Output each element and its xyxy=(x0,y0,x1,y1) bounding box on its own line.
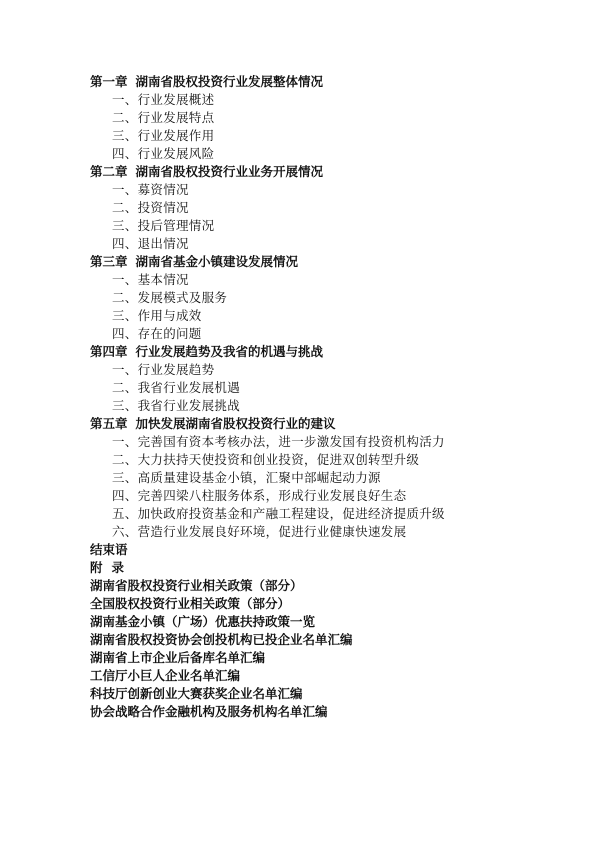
section-item: 一、完善国有资本考核办法，进一步激发国有投资机构活力 xyxy=(112,434,445,449)
appendix-item: 湖南省股权投资协会创投机构已投企业名单汇编 xyxy=(90,632,353,647)
conclusion-heading: 结束语 xyxy=(90,542,128,557)
section-item: 一、基本情况 xyxy=(112,272,189,287)
section-item: 一、行业发展趋势 xyxy=(112,362,215,377)
chapter-5-heading xyxy=(90,415,580,433)
section-item: 二、我省行业发展机遇 xyxy=(112,380,241,395)
appendix-item: 湖南省上市企业后备库名单汇编 xyxy=(90,650,266,665)
section-item: 六、营造行业发展良好环境，促进行业健康快速发展 xyxy=(112,524,407,539)
chapter-number: 第二章 xyxy=(90,164,128,179)
chapter-title: 行业发展趋势及我省的机遇与挑战 xyxy=(135,344,324,359)
section-item: 四、完善四梁八柱服务体系，形成行业发展良好生态 xyxy=(112,488,407,503)
chapter-title: 湖南省基金小镇建设发展情况 xyxy=(135,254,299,269)
section-item: 三、高质量建设基金小镇，汇聚中部崛起动力源 xyxy=(112,470,381,485)
section-item: 三、作用与成效 xyxy=(112,308,202,323)
chapter-title: 湖南省股权投资行业业务开展情况 xyxy=(135,164,324,179)
section-item: 二、行业发展特点 xyxy=(112,110,215,125)
appendix-item: 湖南省股权投资行业相关政策（部分） xyxy=(90,578,303,593)
section-item: 一、行业发展概述 xyxy=(112,92,215,107)
chapter-number: 第五章 xyxy=(90,416,128,431)
section-item: 二、投资情况 xyxy=(112,200,189,215)
section-item: 二、大力扶持天使投资和创业投资，促进双创转型升级 xyxy=(112,452,420,467)
appendix-item: 协会战略合作金融机构及服务机构名单汇编 xyxy=(90,704,328,719)
section-item: 四、行业发展风险 xyxy=(112,146,215,161)
section-item: 四、存在的问题 xyxy=(112,326,202,341)
section-item: 四、退出情况 xyxy=(112,236,189,251)
appendix-item: 全国股权投资行业相关政策（部分） xyxy=(90,596,291,611)
appendix-item: 工信厅小巨人企业名单汇编 xyxy=(90,668,241,683)
chapter-title: 湖南省股权投资行业发展整体情况 xyxy=(135,74,324,89)
section-item: 三、投后管理情况 xyxy=(112,218,215,233)
section-item: 五、加快政府投资基金和产融工程建设，促进经济提质升级 xyxy=(112,506,445,521)
appendix-item: 湖南基金小镇（广场）优惠扶持政策一览 xyxy=(90,614,316,629)
chapter-1-heading xyxy=(90,73,580,91)
appendix-item: 科技厅创新创业大赛获奖企业名单汇编 xyxy=(90,686,303,701)
table-of-contents xyxy=(90,73,580,721)
chapter-3-heading xyxy=(90,253,580,271)
section-item: 三、行业发展作用 xyxy=(112,128,215,143)
chapter-4-heading xyxy=(90,343,580,361)
chapter-2-heading xyxy=(90,163,580,181)
section-item: 三、我省行业发展挑战 xyxy=(112,398,241,413)
section-item: 一、募资情况 xyxy=(112,182,189,197)
section-item: 二、发展模式及服务 xyxy=(112,290,228,305)
appendix-heading: 附录 xyxy=(90,560,134,575)
chapter-number: 第一章 xyxy=(90,74,128,89)
chapter-title: 加快发展湖南省股权投资行业的建议 xyxy=(135,416,336,431)
chapter-number: 第三章 xyxy=(90,254,128,269)
chapter-number: 第四章 xyxy=(90,344,128,359)
